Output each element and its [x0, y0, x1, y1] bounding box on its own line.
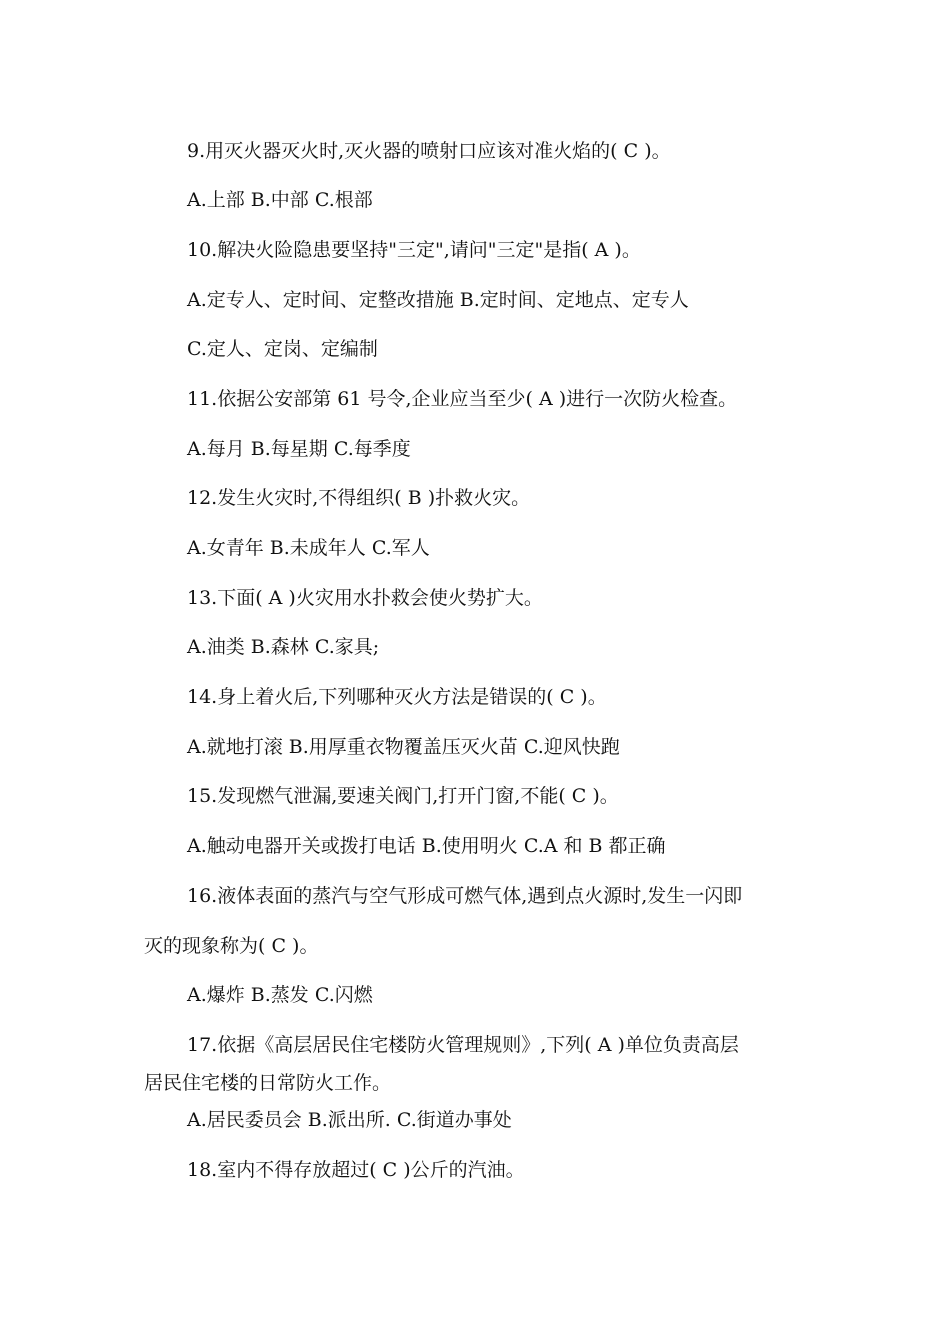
question-17-line1: 17.依据《高层居民住宅楼防火管理规则》,下列( A )单位负责高层	[187, 1034, 739, 1056]
question-9: 9.用灭火器灭火时,灭火器的喷射口应该对准火焰的( C )。	[187, 140, 671, 162]
question-16-line1: 16.液体表面的蒸汽与空气形成可燃气体,遇到点火源时,发生一闪即	[187, 885, 743, 907]
options-16: A.爆炸 B.蒸发 C.闪燃	[187, 984, 373, 1006]
options-10-line2: C.定人、定岗、定编制	[187, 338, 378, 360]
question-16-line2: 灭的现象称为( C )。	[144, 935, 319, 957]
options-15: A.触动电器开关或拨打电话 B.使用明火 C.A 和 B 都正确	[187, 835, 666, 857]
question-17-line2: 居民住宅楼的日常防火工作。	[144, 1072, 392, 1094]
question-14: 14.身上着火后,下列哪种灭火方法是错误的( C )。	[187, 686, 607, 708]
question-15: 15.发现燃气泄漏,要速关阀门,打开门窗,不能( C )。	[187, 785, 619, 807]
options-17: A.居民委员会 B.派出所. C.街道办事处	[187, 1109, 512, 1131]
options-11: A.每月 B.每星期 C.每季度	[187, 438, 411, 460]
question-10: 10.解决火险隐患要坚持"三定",请问"三定"是指( A )。	[187, 239, 641, 261]
options-12: A.女青年 B.未成年人 C.军人	[187, 537, 430, 559]
options-14: A.就地打滚 B.用厚重衣物覆盖压灭火苗 C.迎风快跑	[187, 736, 620, 758]
options-13: A.油类 B.森林 C.家具;	[187, 636, 380, 658]
options-10-line1: A.定专人、定时间、定整改措施 B.定时间、定地点、定专人	[187, 289, 689, 311]
question-12: 12.发生火灾时,不得组织( B )扑救火灾。	[187, 487, 531, 509]
options-9: A.上部 B.中部 C.根部	[187, 189, 373, 211]
question-18: 18.室内不得存放超过( C )公斤的汽油。	[187, 1159, 525, 1181]
question-13: 13.下面( A )火灾用水扑救会使火势扩大。	[187, 587, 543, 609]
question-11: 11.依据公安部第 61 号令,企业应当至少( A )进行一次防火检查。	[187, 388, 738, 410]
